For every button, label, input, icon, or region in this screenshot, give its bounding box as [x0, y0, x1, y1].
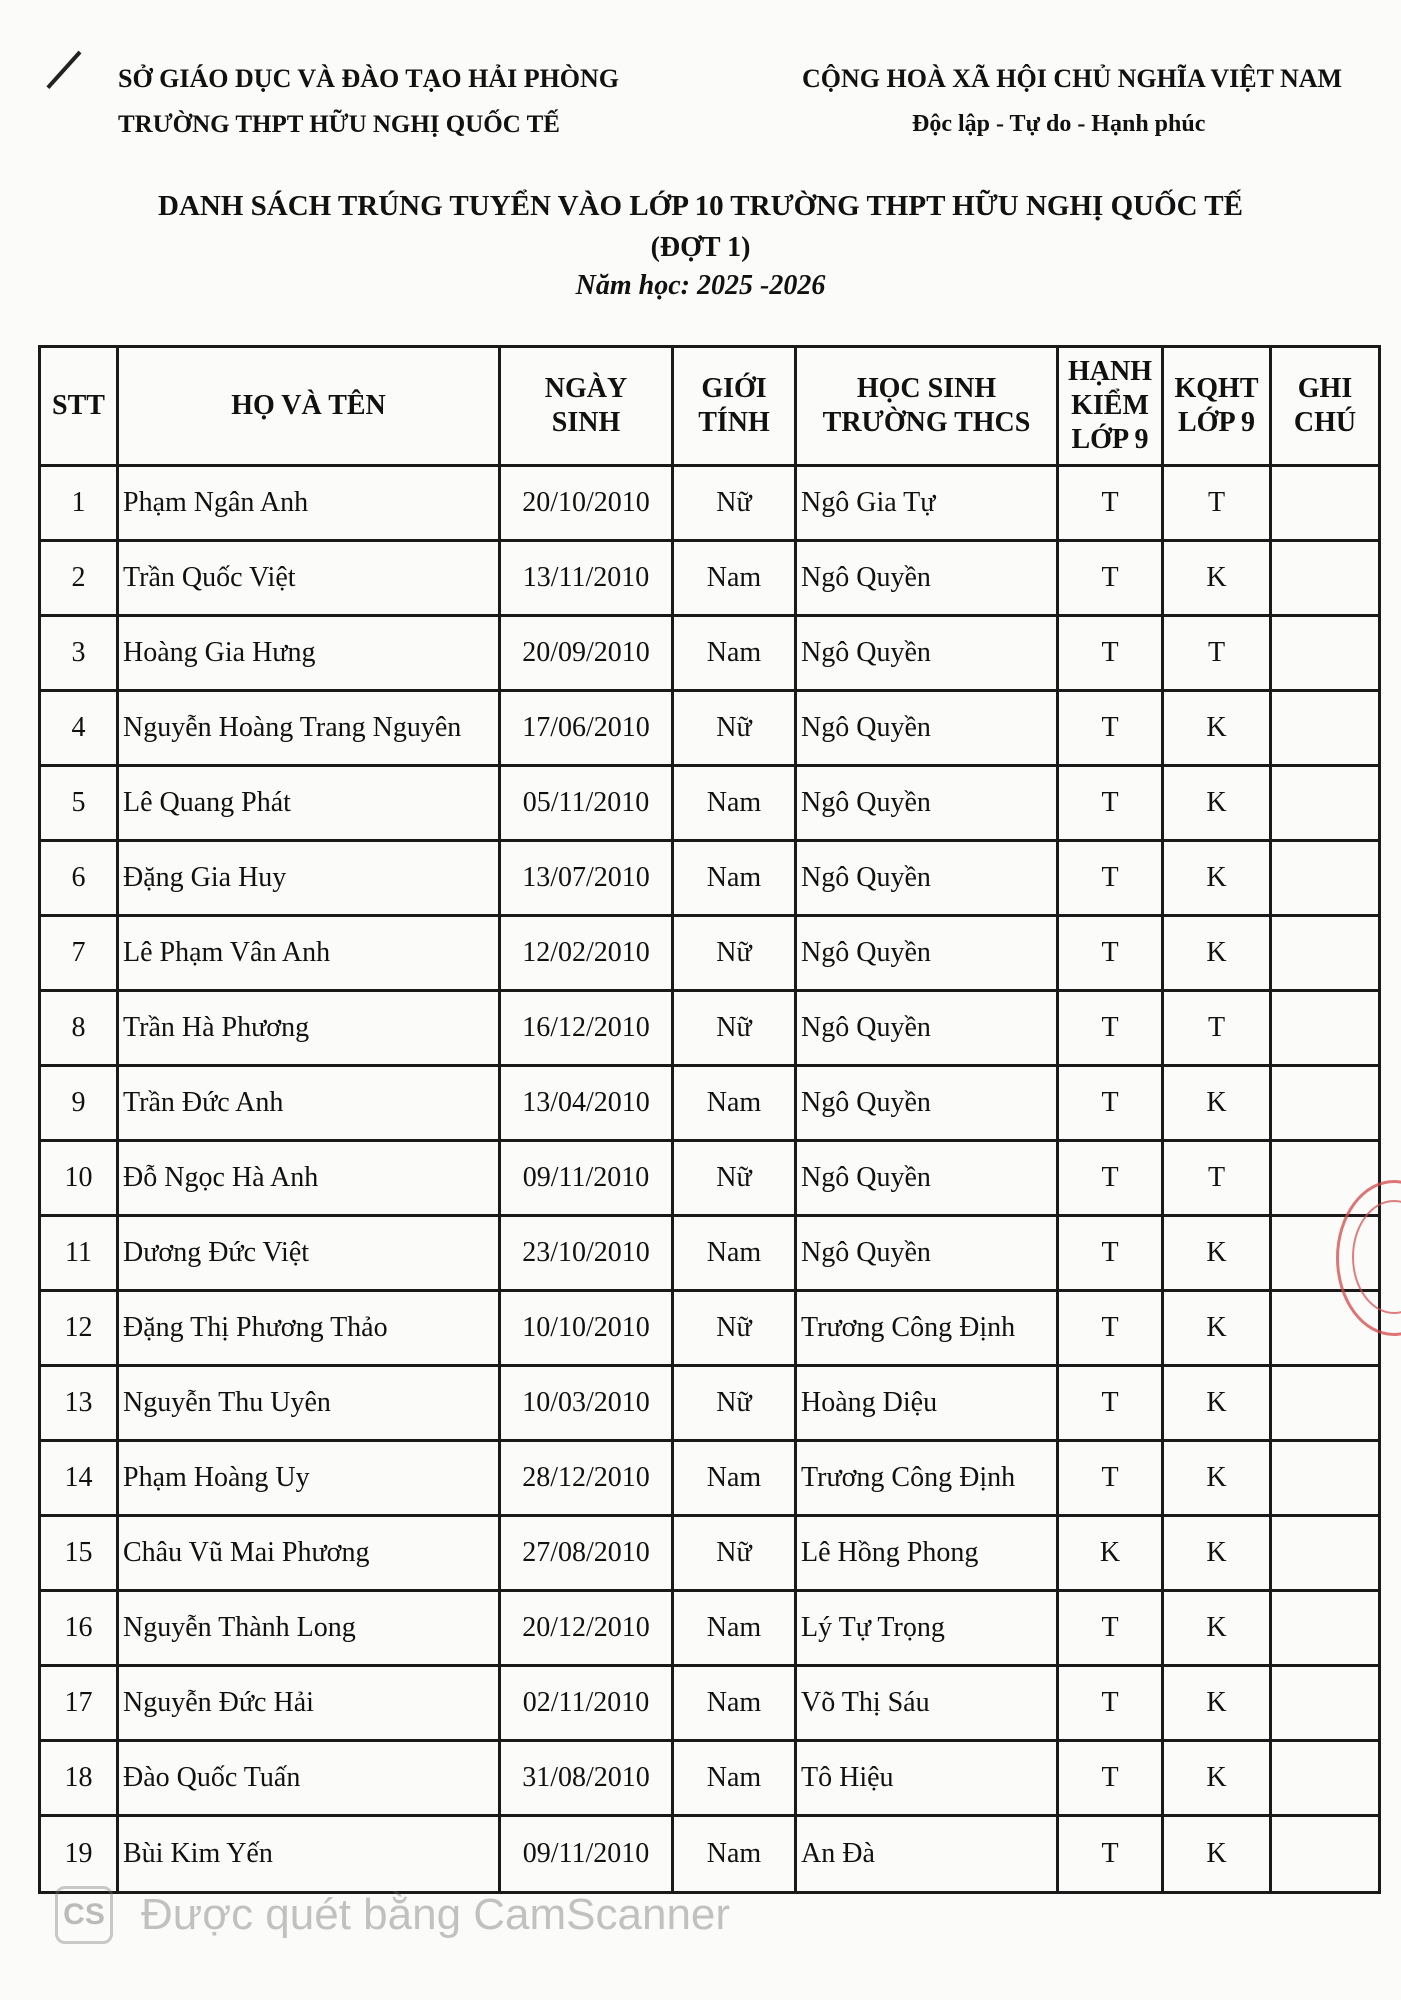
cell-result: K [1163, 691, 1271, 766]
cell-result: K [1163, 1216, 1271, 1291]
table-body [40, 466, 1380, 1893]
cell-conduct: T [1058, 616, 1163, 691]
cell-dob: 05/11/2010 [500, 766, 673, 841]
cell-school: Ngô Quyền [796, 616, 1058, 691]
col-header-result: KQHT LỚP 9 [1163, 347, 1271, 466]
cell-name: Hoàng Gia Hưng [118, 616, 500, 691]
cell-result: T [1163, 466, 1271, 541]
cell-school: Ngô Quyền [796, 841, 1058, 916]
col-header-gender: GIỚI TÍNH [673, 347, 796, 466]
cell-conduct: T [1058, 1591, 1163, 1666]
cell-conduct: T [1058, 766, 1163, 841]
cell-gender: Nam [673, 1741, 796, 1816]
cell-conduct: T [1058, 1816, 1163, 1893]
cell-name: Nguyễn Thu Uyên [118, 1366, 500, 1441]
cell-result: K [1163, 766, 1271, 841]
cell-gender: Nam [673, 1591, 796, 1666]
school-year: Năm học: 2025 -2026 [575, 270, 826, 301]
cell-gender: Nữ [673, 1516, 796, 1591]
table-header [40, 347, 1380, 466]
cell-conduct: T [1058, 466, 1163, 541]
cell-result: K [1163, 1441, 1271, 1516]
cell-dob: 12/02/2010 [500, 916, 673, 991]
cell-stt: 18 [40, 1741, 118, 1816]
cell-gender: Nữ [673, 1291, 796, 1366]
cell-conduct: K [1058, 1516, 1163, 1591]
cell-result: K [1163, 841, 1271, 916]
col-header-note: GHI CHÚ [1271, 347, 1380, 466]
table-row [40, 541, 1380, 616]
cell-school: Ngô Gia Tự [796, 466, 1058, 541]
cell-dob: 17/06/2010 [500, 691, 673, 766]
cell-gender: Nam [673, 1441, 796, 1516]
cell-result: K [1163, 541, 1271, 616]
table-row [40, 466, 1380, 541]
cell-school: Lê Hồng Phong [796, 1516, 1058, 1591]
cell-conduct: T [1058, 1441, 1163, 1516]
table-row [40, 1591, 1380, 1666]
cell-gender: Nữ [673, 466, 796, 541]
cell-school: Lý Tự Trọng [796, 1591, 1058, 1666]
cell-name: Đặng Thị Phương Thảo [118, 1291, 500, 1366]
cell-name: Dương Đức Việt [118, 1216, 500, 1291]
scanner-watermark [55, 1885, 730, 1945]
cell-name: Bùi Kim Yến [118, 1816, 500, 1893]
cell-note [1271, 1591, 1380, 1666]
org-name-line1: SỞ GIÁO DỤC VÀ ĐÀO TẠO HẢI PHÒNG [118, 64, 620, 93]
cell-note [1271, 1441, 1380, 1516]
cell-name: Nguyễn Thành Long [118, 1591, 500, 1666]
nation-motto-line2: Độc lập - Tự do - Hạnh phúc [912, 111, 1206, 137]
col-header-school: HỌC SINH TRƯỜNG THCS [796, 347, 1058, 466]
document-title: DANH SÁCH TRÚNG TUYỂN VÀO LỚP 10 TRƯỜNG THPT HỮU NGHỊ QUỐC TẾ [158, 190, 1243, 222]
cell-name: Đặng Gia Huy [118, 841, 500, 916]
cell-note [1271, 541, 1380, 616]
cell-gender: Nam [673, 1216, 796, 1291]
cell-school: Ngô Quyền [796, 1066, 1058, 1141]
cell-result: K [1163, 1666, 1271, 1741]
cell-stt: 1 [40, 466, 118, 541]
cell-conduct: T [1058, 1741, 1163, 1816]
cell-name: Trần Đức Anh [118, 1066, 500, 1141]
cell-dob: 13/11/2010 [500, 541, 673, 616]
cell-stt: 14 [40, 1441, 118, 1516]
cell-conduct: T [1058, 1666, 1163, 1741]
cell-school: Ngô Quyền [796, 766, 1058, 841]
camscanner-logo-icon: CS [55, 1886, 113, 1944]
cell-result: K [1163, 1066, 1271, 1141]
cell-note [1271, 1741, 1380, 1816]
cell-conduct: T [1058, 991, 1163, 1066]
cell-note [1271, 616, 1380, 691]
cell-gender: Nữ [673, 1366, 796, 1441]
cell-name: Nguyễn Đức Hải [118, 1666, 500, 1741]
table-row [40, 1291, 1380, 1366]
cell-stt: 3 [40, 616, 118, 691]
cell-name: Nguyễn Hoàng Trang Nguyên [118, 691, 500, 766]
table-row [40, 1441, 1380, 1516]
table-row [40, 841, 1380, 916]
table-row [40, 1741, 1380, 1816]
cell-dob: 23/10/2010 [500, 1216, 673, 1291]
cell-conduct: T [1058, 1291, 1163, 1366]
cell-conduct: T [1058, 1366, 1163, 1441]
cell-school: Ngô Quyền [796, 541, 1058, 616]
cell-name: Lê Quang Phát [118, 766, 500, 841]
cell-note [1271, 1066, 1380, 1141]
cell-school: Hoàng Diệu [796, 1366, 1058, 1441]
cell-gender: Nữ [673, 1141, 796, 1216]
cell-stt: 2 [40, 541, 118, 616]
cell-gender: Nam [673, 1666, 796, 1741]
document-subtitle: (ĐỢT 1) [650, 232, 751, 263]
cell-result: K [1163, 916, 1271, 991]
col-header-stt: STT [40, 347, 118, 466]
table-row [40, 766, 1380, 841]
cell-dob: 20/09/2010 [500, 616, 673, 691]
cell-stt: 11 [40, 1216, 118, 1291]
cell-gender: Nam [673, 541, 796, 616]
cell-name: Trần Quốc Việt [118, 541, 500, 616]
cell-note [1271, 916, 1380, 991]
cell-conduct: T [1058, 1066, 1163, 1141]
cell-gender: Nam [673, 766, 796, 841]
table-row [40, 616, 1380, 691]
cell-stt: 19 [40, 1816, 118, 1893]
table-row [40, 916, 1380, 991]
cell-conduct: T [1058, 691, 1163, 766]
col-header-dob: NGÀY SINH [500, 347, 673, 466]
cell-school: An Đà [796, 1816, 1058, 1893]
table-row [40, 691, 1380, 766]
cell-conduct: T [1058, 916, 1163, 991]
cell-stt: 4 [40, 691, 118, 766]
cell-gender: Nam [673, 1066, 796, 1141]
cell-dob: 31/08/2010 [500, 1741, 673, 1816]
cell-gender: Nam [673, 1816, 796, 1893]
cell-result: T [1163, 991, 1271, 1066]
cell-name: Đào Quốc Tuấn [118, 1741, 500, 1816]
cell-stt: 15 [40, 1516, 118, 1591]
cell-result: K [1163, 1366, 1271, 1441]
cell-note [1271, 691, 1380, 766]
cell-name: Phạm Ngân Anh [118, 466, 500, 541]
admission-table [38, 345, 1381, 1894]
cell-dob: 20/10/2010 [500, 466, 673, 541]
cell-result: K [1163, 1741, 1271, 1816]
col-header-conduct: HẠNH KIỂM LỚP 9 [1058, 347, 1163, 466]
table-row [40, 1666, 1380, 1741]
cell-school: Trương Công Định [796, 1291, 1058, 1366]
table-row [40, 1216, 1380, 1291]
table-row [40, 1816, 1380, 1893]
cell-conduct: T [1058, 1216, 1163, 1291]
cell-dob: 02/11/2010 [500, 1666, 673, 1741]
cell-school: Võ Thị Sáu [796, 1666, 1058, 1741]
cell-school: Ngô Quyền [796, 1216, 1058, 1291]
cell-stt: 6 [40, 841, 118, 916]
cell-name: Đỗ Ngọc Hà Anh [118, 1141, 500, 1216]
cell-note [1271, 1816, 1380, 1893]
cell-note [1271, 766, 1380, 841]
cell-school: Ngô Quyền [796, 991, 1058, 1066]
table-row [40, 1141, 1380, 1216]
cell-name: Phạm Hoàng Uy [118, 1441, 500, 1516]
cell-dob: 10/03/2010 [500, 1366, 673, 1441]
cell-stt: 7 [40, 916, 118, 991]
org-name-line2: TRƯỜNG THPT HỮU NGHỊ QUỐC TẾ [118, 111, 560, 138]
cell-dob: 28/12/2010 [500, 1441, 673, 1516]
cell-gender: Nữ [673, 916, 796, 991]
cell-note [1271, 1516, 1380, 1591]
cell-dob: 13/04/2010 [500, 1066, 673, 1141]
cell-note [1271, 991, 1380, 1066]
cell-gender: Nữ [673, 691, 796, 766]
cell-name: Lê Phạm Vân Anh [118, 916, 500, 991]
cell-dob: 27/08/2010 [500, 1516, 673, 1591]
cell-dob: 16/12/2010 [500, 991, 673, 1066]
cell-stt: 13 [40, 1366, 118, 1441]
cell-gender: Nam [673, 616, 796, 691]
cell-result: T [1163, 616, 1271, 691]
cell-conduct: T [1058, 1141, 1163, 1216]
cell-note [1271, 466, 1380, 541]
cell-stt: 17 [40, 1666, 118, 1741]
cell-note [1271, 1666, 1380, 1741]
cell-school: Tô Hiệu [796, 1741, 1058, 1816]
cell-gender: Nữ [673, 991, 796, 1066]
table-row [40, 1516, 1380, 1591]
cell-result: K [1163, 1516, 1271, 1591]
cell-result: K [1163, 1816, 1271, 1893]
cell-note [1271, 1366, 1380, 1441]
cell-gender: Nam [673, 841, 796, 916]
nation-motto-line1: CỘNG HOÀ XÃ HỘI CHỦ NGHĨA VIỆT NAM [802, 64, 1343, 93]
cell-conduct: T [1058, 841, 1163, 916]
cell-dob: 20/12/2010 [500, 1591, 673, 1666]
cell-stt: 10 [40, 1141, 118, 1216]
table-row [40, 1366, 1380, 1441]
cell-result: K [1163, 1591, 1271, 1666]
cell-stt: 8 [40, 991, 118, 1066]
cell-conduct: T [1058, 541, 1163, 616]
cell-name: Châu Vũ Mai Phương [118, 1516, 500, 1591]
cell-dob: 09/11/2010 [500, 1141, 673, 1216]
watermark-text: Được quét bằng CamScanner [141, 1890, 731, 1939]
cell-school: Ngô Quyền [796, 1141, 1058, 1216]
cell-result: T [1163, 1141, 1271, 1216]
cell-result: K [1163, 1291, 1271, 1366]
cell-stt: 12 [40, 1291, 118, 1366]
table-row [40, 1066, 1380, 1141]
cell-dob: 10/10/2010 [500, 1291, 673, 1366]
cell-stt: 16 [40, 1591, 118, 1666]
cell-school: Trương Công Định [796, 1441, 1058, 1516]
cell-stt: 9 [40, 1066, 118, 1141]
table-row [40, 991, 1380, 1066]
col-header-name: HỌ VÀ TÊN [118, 347, 500, 466]
pen-mark [46, 51, 81, 89]
cell-name: Trần Hà Phương [118, 991, 500, 1066]
cell-stt: 5 [40, 766, 118, 841]
cell-school: Ngô Quyền [796, 916, 1058, 991]
cell-dob: 13/07/2010 [500, 841, 673, 916]
cell-dob: 09/11/2010 [500, 1816, 673, 1893]
cell-school: Ngô Quyền [796, 691, 1058, 766]
cell-note [1271, 841, 1380, 916]
